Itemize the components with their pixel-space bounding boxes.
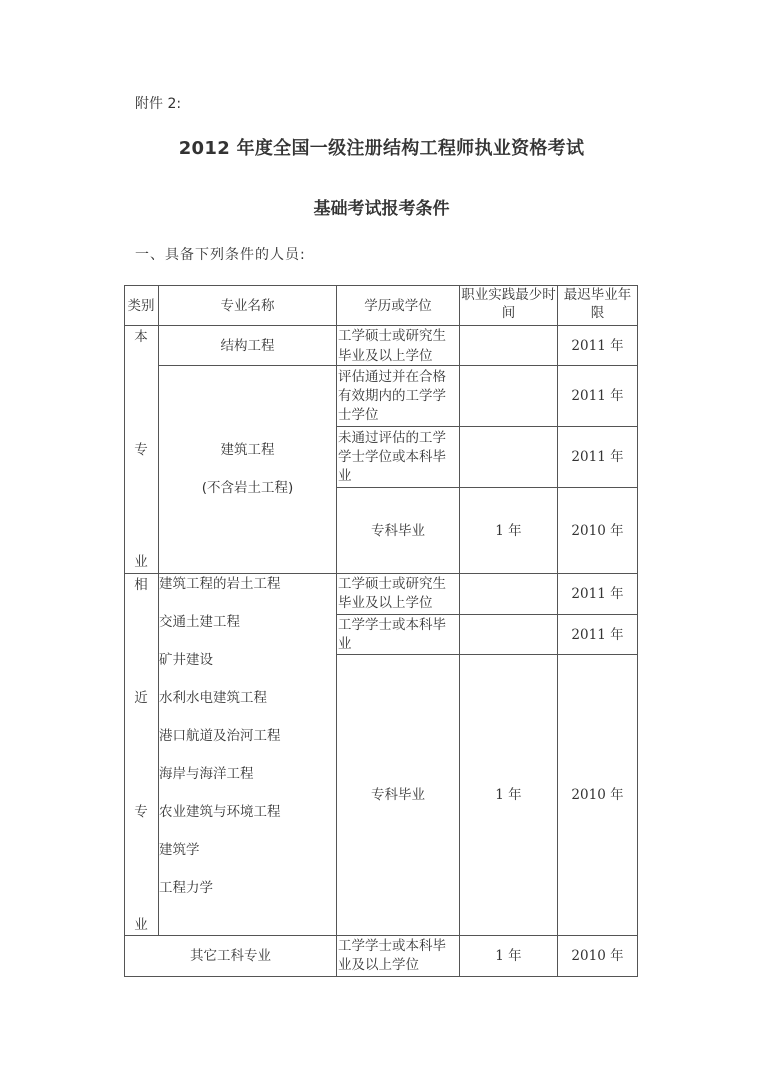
- related-major: 工程力学: [159, 880, 213, 896]
- deadline-cell: 2010 年: [571, 948, 624, 964]
- practice-cell: 1 年: [495, 948, 522, 964]
- col-divider: [158, 285, 159, 935]
- deadline-cell: 2011 年: [571, 626, 624, 643]
- header-major: 专业名称: [220, 297, 275, 314]
- related-major: 建筑学: [159, 842, 200, 858]
- deadline-cell: 2011 年: [571, 449, 624, 465]
- related-major: 建筑工程的岩土工程: [159, 576, 281, 592]
- degree-cell: 工学学士或本科毕业及以上学位: [338, 938, 446, 973]
- header-category: 类别: [127, 297, 155, 314]
- category-char: 本: [134, 329, 148, 345]
- degree-cell: 工学硕士或研究生毕业及以上学位: [338, 576, 446, 611]
- practice-cell: 1 年: [495, 522, 522, 539]
- table-border-left: [124, 285, 125, 977]
- category-char: 业: [134, 554, 148, 570]
- related-major: 农业建筑与环境工程: [159, 804, 281, 820]
- category-char: 专: [134, 442, 148, 458]
- related-major: 矿井建设: [159, 652, 213, 668]
- deadline-cell: 2011 年: [571, 337, 624, 354]
- header-practice: 职业实践最少时间: [461, 287, 556, 321]
- major-name: 建筑工程: [220, 442, 275, 458]
- practice-cell: 1 年: [495, 787, 522, 803]
- deadline-cell: 2010 年: [571, 787, 624, 803]
- document-title: 2012 年度全国一级注册结构工程师执业资格考试: [178, 138, 585, 159]
- related-major: 交通土建工程: [159, 614, 240, 630]
- degree-cell: 工学学士或本科毕业: [338, 616, 446, 652]
- degree-cell: 专科毕业: [371, 522, 425, 539]
- major-name: 结构工程: [220, 337, 275, 354]
- other-major-category: 其它工科专业: [190, 948, 271, 964]
- section-heading: 一、具备下列条件的人员:: [135, 247, 306, 263]
- table-border-bottom: [124, 976, 638, 977]
- header-degree: 学历或学位: [364, 297, 432, 314]
- related-major: 港口航道及治河工程: [159, 728, 281, 744]
- category-char: 专: [134, 804, 148, 820]
- category-char: 近: [134, 690, 148, 706]
- attachment-label: 附件 2:: [135, 96, 182, 112]
- header-deadline: 最迟毕业年限: [563, 287, 632, 321]
- table-border-right: [637, 285, 638, 977]
- deadline-cell: 2011 年: [571, 586, 624, 602]
- related-major: 水利水电建筑工程: [159, 690, 267, 706]
- degree-cell: 未通过评估的工学学士学位或本科毕业: [338, 429, 446, 484]
- document-subtitle: 基础考试报考条件: [313, 199, 450, 219]
- related-major: 海岸与海洋工程: [159, 766, 254, 782]
- degree-cell: 工学硕士或研究生毕业及以上学位: [338, 327, 446, 364]
- deadline-cell: 2010 年: [571, 522, 624, 539]
- category-char: 相: [134, 577, 148, 593]
- category-char: 业: [134, 917, 148, 933]
- major-note: (不含岩土工程): [201, 480, 294, 496]
- degree-cell: 专科毕业: [371, 787, 425, 803]
- deadline-cell: 2011 年: [571, 388, 624, 404]
- degree-cell: 评估通过并在合格有效期内的工学学士学位: [338, 368, 446, 423]
